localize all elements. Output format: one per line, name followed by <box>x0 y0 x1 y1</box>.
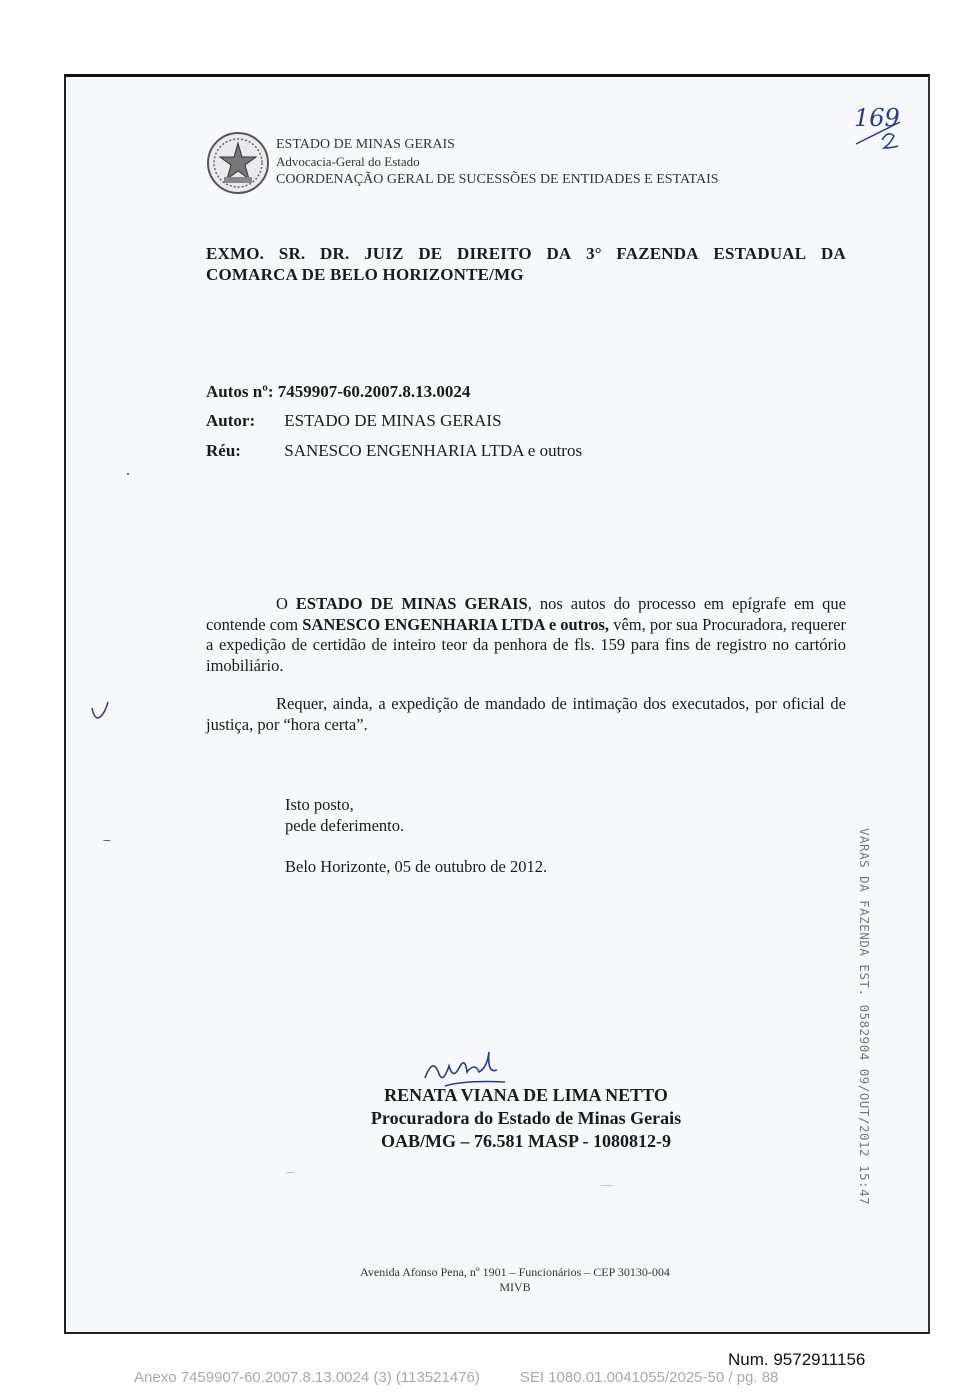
scan-speck <box>285 1172 295 1173</box>
defendant-value: SANESCO ENGENHARIA LTDA <box>284 441 524 460</box>
p1-state-name: ESTADO DE MINAS GERAIS <box>295 594 528 613</box>
scan-speck <box>127 473 129 475</box>
p1-text-c: , nos autos do processo em epígrafe em que contende com <box>206 594 846 634</box>
addressee-line1 <box>206 243 846 264</box>
place-date: Belo Horizonte, 05 de outubro de 2012. <box>285 857 548 876</box>
addressee-word: FAZENDA <box>616 244 699 263</box>
p1-defendant-name: SANESCO ENGENHARIA LTDA e outros, <box>302 614 610 634</box>
scan-speck <box>600 1185 614 1186</box>
coat-of-arms-seal-icon <box>206 131 270 195</box>
case-number-value: 7459907-60.2007.8.13.0024 <box>277 382 471 401</box>
addressee-word: ESTADUAL <box>713 244 807 263</box>
signature-block <box>336 1084 716 1153</box>
closing-line-2: pede deferimento. <box>285 816 405 835</box>
protocol-stamp <box>846 828 876 1206</box>
body-paragraph-2 <box>206 694 846 735</box>
defendant-label: Réu: <box>206 441 241 460</box>
case-number-label: Autos nº: <box>206 382 274 401</box>
case-number-row <box>206 382 470 402</box>
page-number-text: 169 <box>854 104 900 132</box>
handwritten-check-mark <box>88 700 112 724</box>
header-agency: Advocacia-Geral do Estado <box>276 154 420 169</box>
addressee-word: DE <box>418 244 443 263</box>
addressee-word: SR. <box>278 244 306 263</box>
bottom-note-left: Anexo 7459907-60.2007.8.13.0024 (3) (113521476) <box>134 1369 480 1386</box>
defendant-suffix: e outros <box>527 441 583 460</box>
footer-code: MIVB <box>499 1280 531 1294</box>
header-state: ESTADO DE MINAS GERAIS <box>276 137 455 152</box>
header-coordination: COORDENAÇÃO GERAL DE SUCESSÕES DE ENTIDADES E ESTATAIS <box>276 172 719 187</box>
p1-text-a: O <box>276 594 296 613</box>
plaintiff-row <box>206 411 502 431</box>
defendant-row <box>206 441 582 461</box>
footer-address: Avenida Afonso Pena, nº 1901 – Funcionários – CEP 30130-004 <box>360 1265 670 1279</box>
addressee-word: DIREITO <box>457 244 532 263</box>
scan-speck <box>103 840 111 841</box>
addressee-word: DA <box>820 244 846 263</box>
signer-name: RENATA VIANA DE LIMA NETTO <box>384 1085 668 1105</box>
protocol-stamp-text: VARAS DA FAZENDA EST. 0582904 09/OUT/2012 15:47 <box>857 828 872 1206</box>
handwritten-page-number <box>852 96 906 156</box>
plaintiff-label: Autor: <box>206 411 256 430</box>
bottom-note <box>134 1369 778 1386</box>
signer-title: Procuradora do Estado de Minas Gerais <box>370 1108 682 1128</box>
document-number: Num. 9572911156 <box>728 1350 866 1369</box>
signer-registration: OAB/MG – 76.581 MASP - 1080812-9 <box>381 1131 671 1151</box>
body-paragraph-1 <box>206 594 846 676</box>
addressee-word: 3° <box>586 244 602 263</box>
addressee-word: DR. <box>320 244 350 263</box>
addressee-word: DA <box>546 244 572 263</box>
addressee <box>206 243 846 285</box>
addressee-word: EXMO. <box>206 244 265 263</box>
addressee-word: JUIZ <box>364 244 404 263</box>
closing-line-1: Isto posto, <box>285 795 354 814</box>
p1-text-e: vêm, por sua Procuradora, requerer a expedição de certidão de inteiro teor da penhora de fls. 159 para fins de registro no cartório imobiliário. <box>206 614 847 675</box>
plaintiff-value: ESTADO DE MINAS GERAIS <box>284 411 502 430</box>
p2-text: Requer, ainda, a expedição de mandado de intimação dos executados, por oficial de justiça, por “hora certa”. <box>206 694 846 734</box>
footer-address-block <box>300 1265 730 1295</box>
addressee-line2: COMARCA DE BELO HORIZONTE/MG <box>206 265 524 284</box>
bottom-note-right: SEI 1080.01.0041055/2025-50 / pg. 88 <box>519 1369 779 1386</box>
